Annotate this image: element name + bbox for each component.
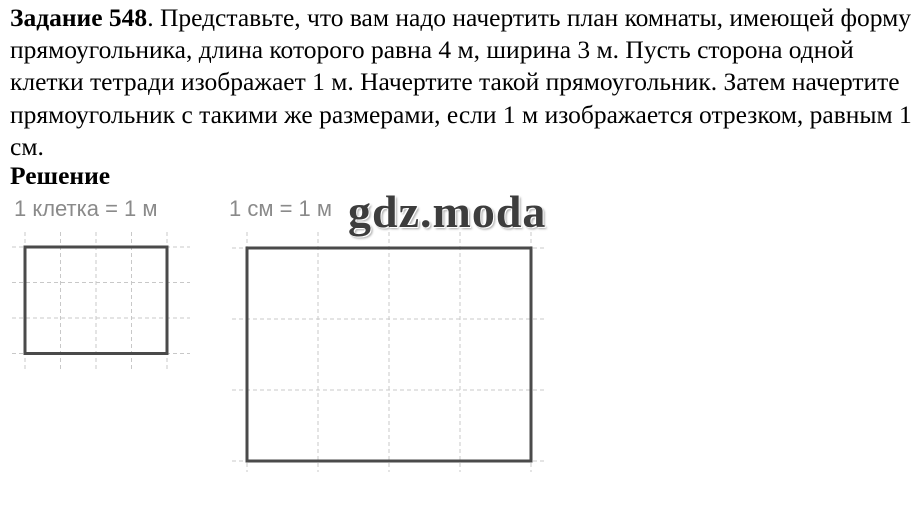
grid-right [232,232,545,472]
grid-left [12,232,190,372]
scale-label-cm: 1 см = 1 м [229,196,333,221]
scale-label-cells: 1 клетка = 1 м [14,196,158,221]
task-number: Задание 548 [10,3,148,32]
watermark-logo: gdz.moda [348,186,547,237]
solution-heading: Решение [10,161,111,190]
task-text: . Представьте, что вам надо начертить план комнаты, имеющей форму прямоугольника, длина которого равна 4 м, ширина 3 м. Пусть сторона одной клетки тетради изображает 1 м. Начертите такой прямоугольник. Затем начертите прямоугольник с такими же размерами, если 1 м изображается отрезком, равным 1 см. [10,3,912,161]
